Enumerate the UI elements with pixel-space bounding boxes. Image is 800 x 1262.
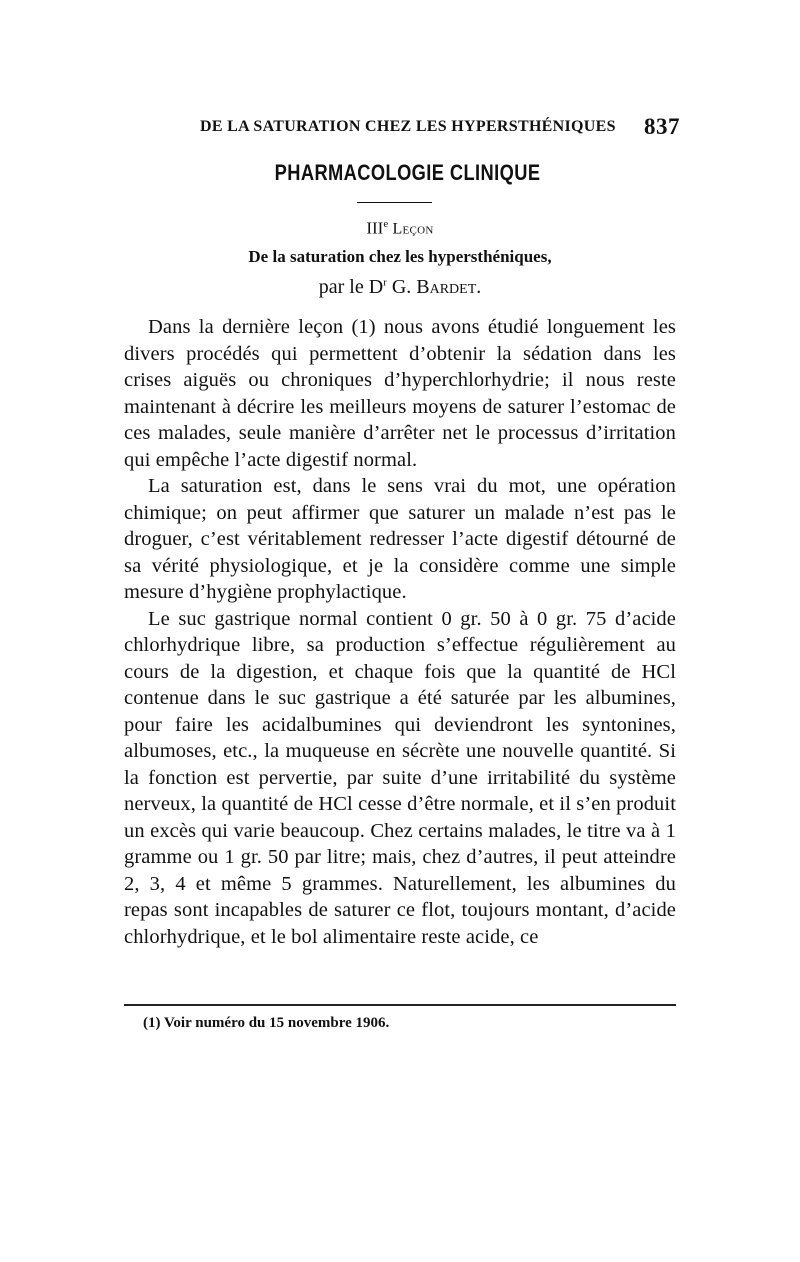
footnote-rule [124, 1004, 676, 1006]
byline-prefix: par le D [318, 276, 384, 298]
running-title: DE LA SATURATION CHEZ LES HYPERSTHÉNIQUES [200, 118, 616, 135]
paragraph-1: Dans la dernière leçon (1) nous avons étudié longuement les divers procédés qui permettent d’obtenir la sédation dans les crises aiguës ou chroniques d’hyperchlorhydrie; il nous reste maintenant à décrire les meilleurs moyens de saturer l’estomac de ces malades, seule manière d’arrêter net le processus d’irritation qui empêche l’acte digestif normal. [124, 316, 676, 471]
article-body [124, 314, 676, 950]
running-head [200, 114, 680, 144]
article-subtitle: De la saturation chez les hypersthéniques, [248, 247, 552, 266]
byline-superscript: r [383, 276, 387, 289]
author-name: G. Bardet. [391, 276, 482, 298]
lesson-heading [340, 218, 460, 239]
author-byline [270, 276, 530, 299]
paragraph-3: Le suc gastrique normal contient 0 gr. 50 à 0 gr. 75 d’acide chlorhydrique libre, sa production s’effectue régulièrement au cours de la digestion, et chaque fois que la quantité de HCl contenue dans le suc gastrique a été saturée par les albumines, pour faire les acidalbumines qui deviendront les syntonines, albumoses, etc., la muqueuse en sécrète une nouvelle quantité. Si la fonction est pervertie, par suite d’une irritabilité du système nerveux, la quantité de HCl cesse d’être normale, et il s’en produit un excès qui varie beaucoup. Chez certains malades, le titre va à 1 gramme ou 1 gr. 50 par litre; mais, chez d’autres, il peut atteindre 2, 3, 4 et même 5 grammes. Naturellement, les albumines du repas sont incapables de saturer ce flot, toujours montant, d’acide chlorhydrique, et le bol alimentaire reste acide, ce [124, 607, 676, 948]
page-number: 837 [644, 114, 680, 139]
footnote: (1) Voir numéro du 15 novembre 1906. [143, 1015, 390, 1031]
section-title: PHARMACOLOGIE CLINIQUE [274, 160, 541, 185]
title-rule [357, 202, 432, 203]
lesson-superscript: e [383, 218, 389, 230]
lesson-number: III [366, 218, 384, 238]
paragraph-2: La saturation est, dans le sens vrai du mot, une opération chimique; on peut affirmer que saturer un malade n’est pas le droguer, c’est véritablement redresser l’acte digestif détourné de sa vérité physiologique, et je la considère comme une simple mesure d’hygiène prophylactique. [124, 475, 676, 603]
lesson-label: Leçon [392, 220, 434, 238]
